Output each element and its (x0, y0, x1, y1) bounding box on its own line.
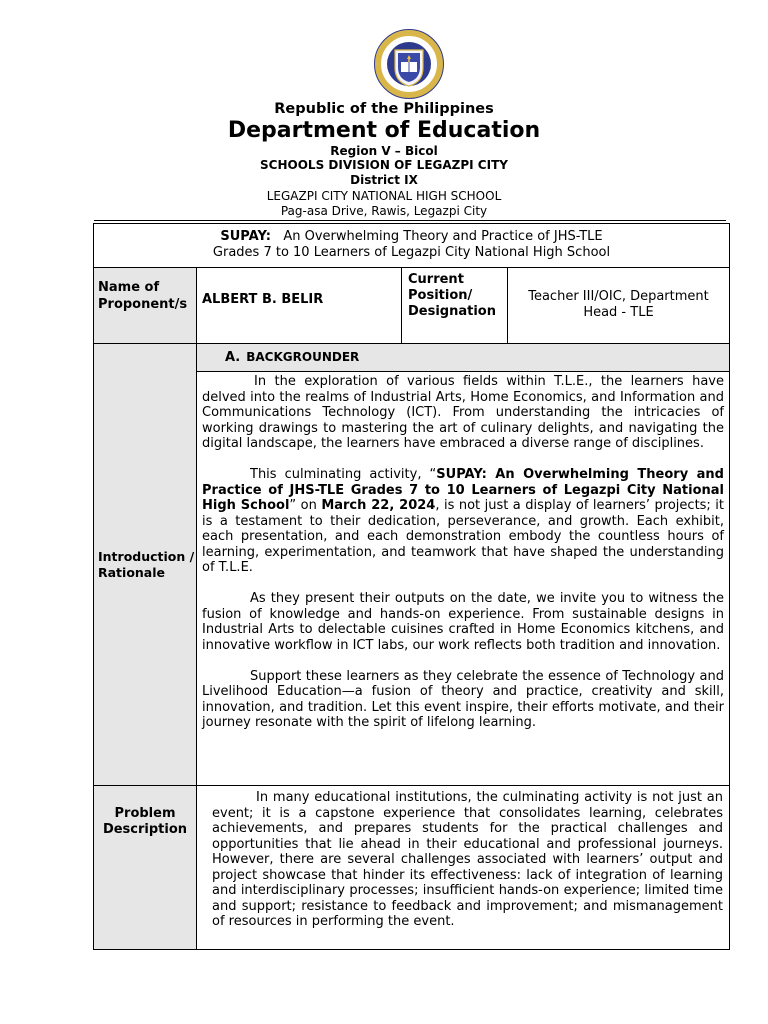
intro-body (196, 371, 730, 786)
title-line-1: An Overwhelming Theory and Practice of JHS-TLE (283, 229, 603, 244)
region-label: Region V – Bicol (330, 144, 438, 158)
section-title: BACKGROUNDER (246, 350, 360, 364)
header-divider (94, 220, 726, 221)
department-heading: Department of Education (227, 118, 541, 143)
position-value: Teacher III/OIC, Department Head - TLE (507, 267, 730, 344)
intro-label: Introduction / Rationale (98, 549, 195, 580)
p2-activity-title: SUPAY: An Overwhelming Theory and Practice of JHS-TLE Grades 7 to 10 Learners of Legazpi City National High School (202, 467, 724, 513)
intro-paragraph-4: Support these learners as they celebrate the essence of Technology and Livelihood Education—a fusion of theory and practice, creativity and skill, innovation, and tradition. Let this event inspire, their efforts motivate, and their journey resonate with the spirit of lifelong learning. (202, 668, 724, 730)
intro-label-cell (93, 343, 197, 786)
school-address: Pag-asa Drive, Rawis, Legazpi City (280, 204, 488, 218)
problem-label: Problem Description (93, 785, 197, 950)
division-label: SCHOOLS DIVISION OF LEGAZPI CITY (260, 158, 508, 172)
proponent-name: ALBERT B. BELIR (196, 267, 402, 344)
intro-paragraph-2 (202, 467, 724, 576)
deped-seal-logo (371, 28, 447, 100)
intro-paragraph-1: In the exploration of various fields within T.L.E., the learners have delved into the realms of Industrial Arts, Home Economics, and Information and Communications Technology (ICT). From understanding the intricacies of working drawings to mastering the art of culinary delights, and navigating the digital landscape, the learners have embraced a diverse range of disciplines. (202, 374, 724, 451)
p2-text-e: , is not just a display of learners’ projects; it is a testament to their dedication, perseverance, and growth. Each exhibit, each presentation, and each demonstration embody the countless hours of learning, experimentation, and teamwork that have shaped the understanding of T.L.E. (202, 498, 724, 575)
school-name: LEGAZPI CITY NATIONAL HIGH SCHOOL (266, 189, 502, 203)
district-label: District IX (350, 173, 418, 187)
title-line-2: Grades 7 to 10 Learners of Legazpi City National High School (212, 245, 611, 260)
title-label: SUPAY: (220, 229, 271, 244)
problem-paragraph: In many educational institutions, the culminating activity is not just an event; it is a capstone experience that consolidates learning, celebrates achievements, and prepares students for the practical challenges and opportunities that lie ahead in their educational and professional journeys. However, there are several challenges associated with learners’ output and project showcase that hinder its effectiveness: lack of integration of learning and interdisciplinary processes; insufficient hands-on experience; limited time and support; resistance to feedback and improvement; and mismanagement of resources in performing the event. (212, 790, 723, 929)
section-letter: A. (225, 350, 241, 365)
position-label: Current Position/ Designation (401, 267, 508, 344)
activity-title-cell (93, 223, 730, 268)
republic-heading: Republic of the Philippines (274, 101, 494, 117)
intro-paragraph-3: As they present their outputs on the date, we invite you to witness the fusion of knowledge and hands-on experience. From sustainable designs in Industrial Arts to delectable cuisines crafted in Home Economics kitchens, and innovative workflow in ICT labs, our work reflects both tradition and innovation. (202, 591, 724, 653)
proponent-label: Name of Proponent/s (93, 267, 197, 344)
problem-body (196, 785, 730, 950)
p2-text-c: ” on (289, 498, 322, 513)
backgrounder-heading (196, 343, 730, 372)
p2-text-a: This culminating activity, “ (250, 467, 437, 482)
p2-event-date: March 22, 2024 (321, 498, 436, 513)
